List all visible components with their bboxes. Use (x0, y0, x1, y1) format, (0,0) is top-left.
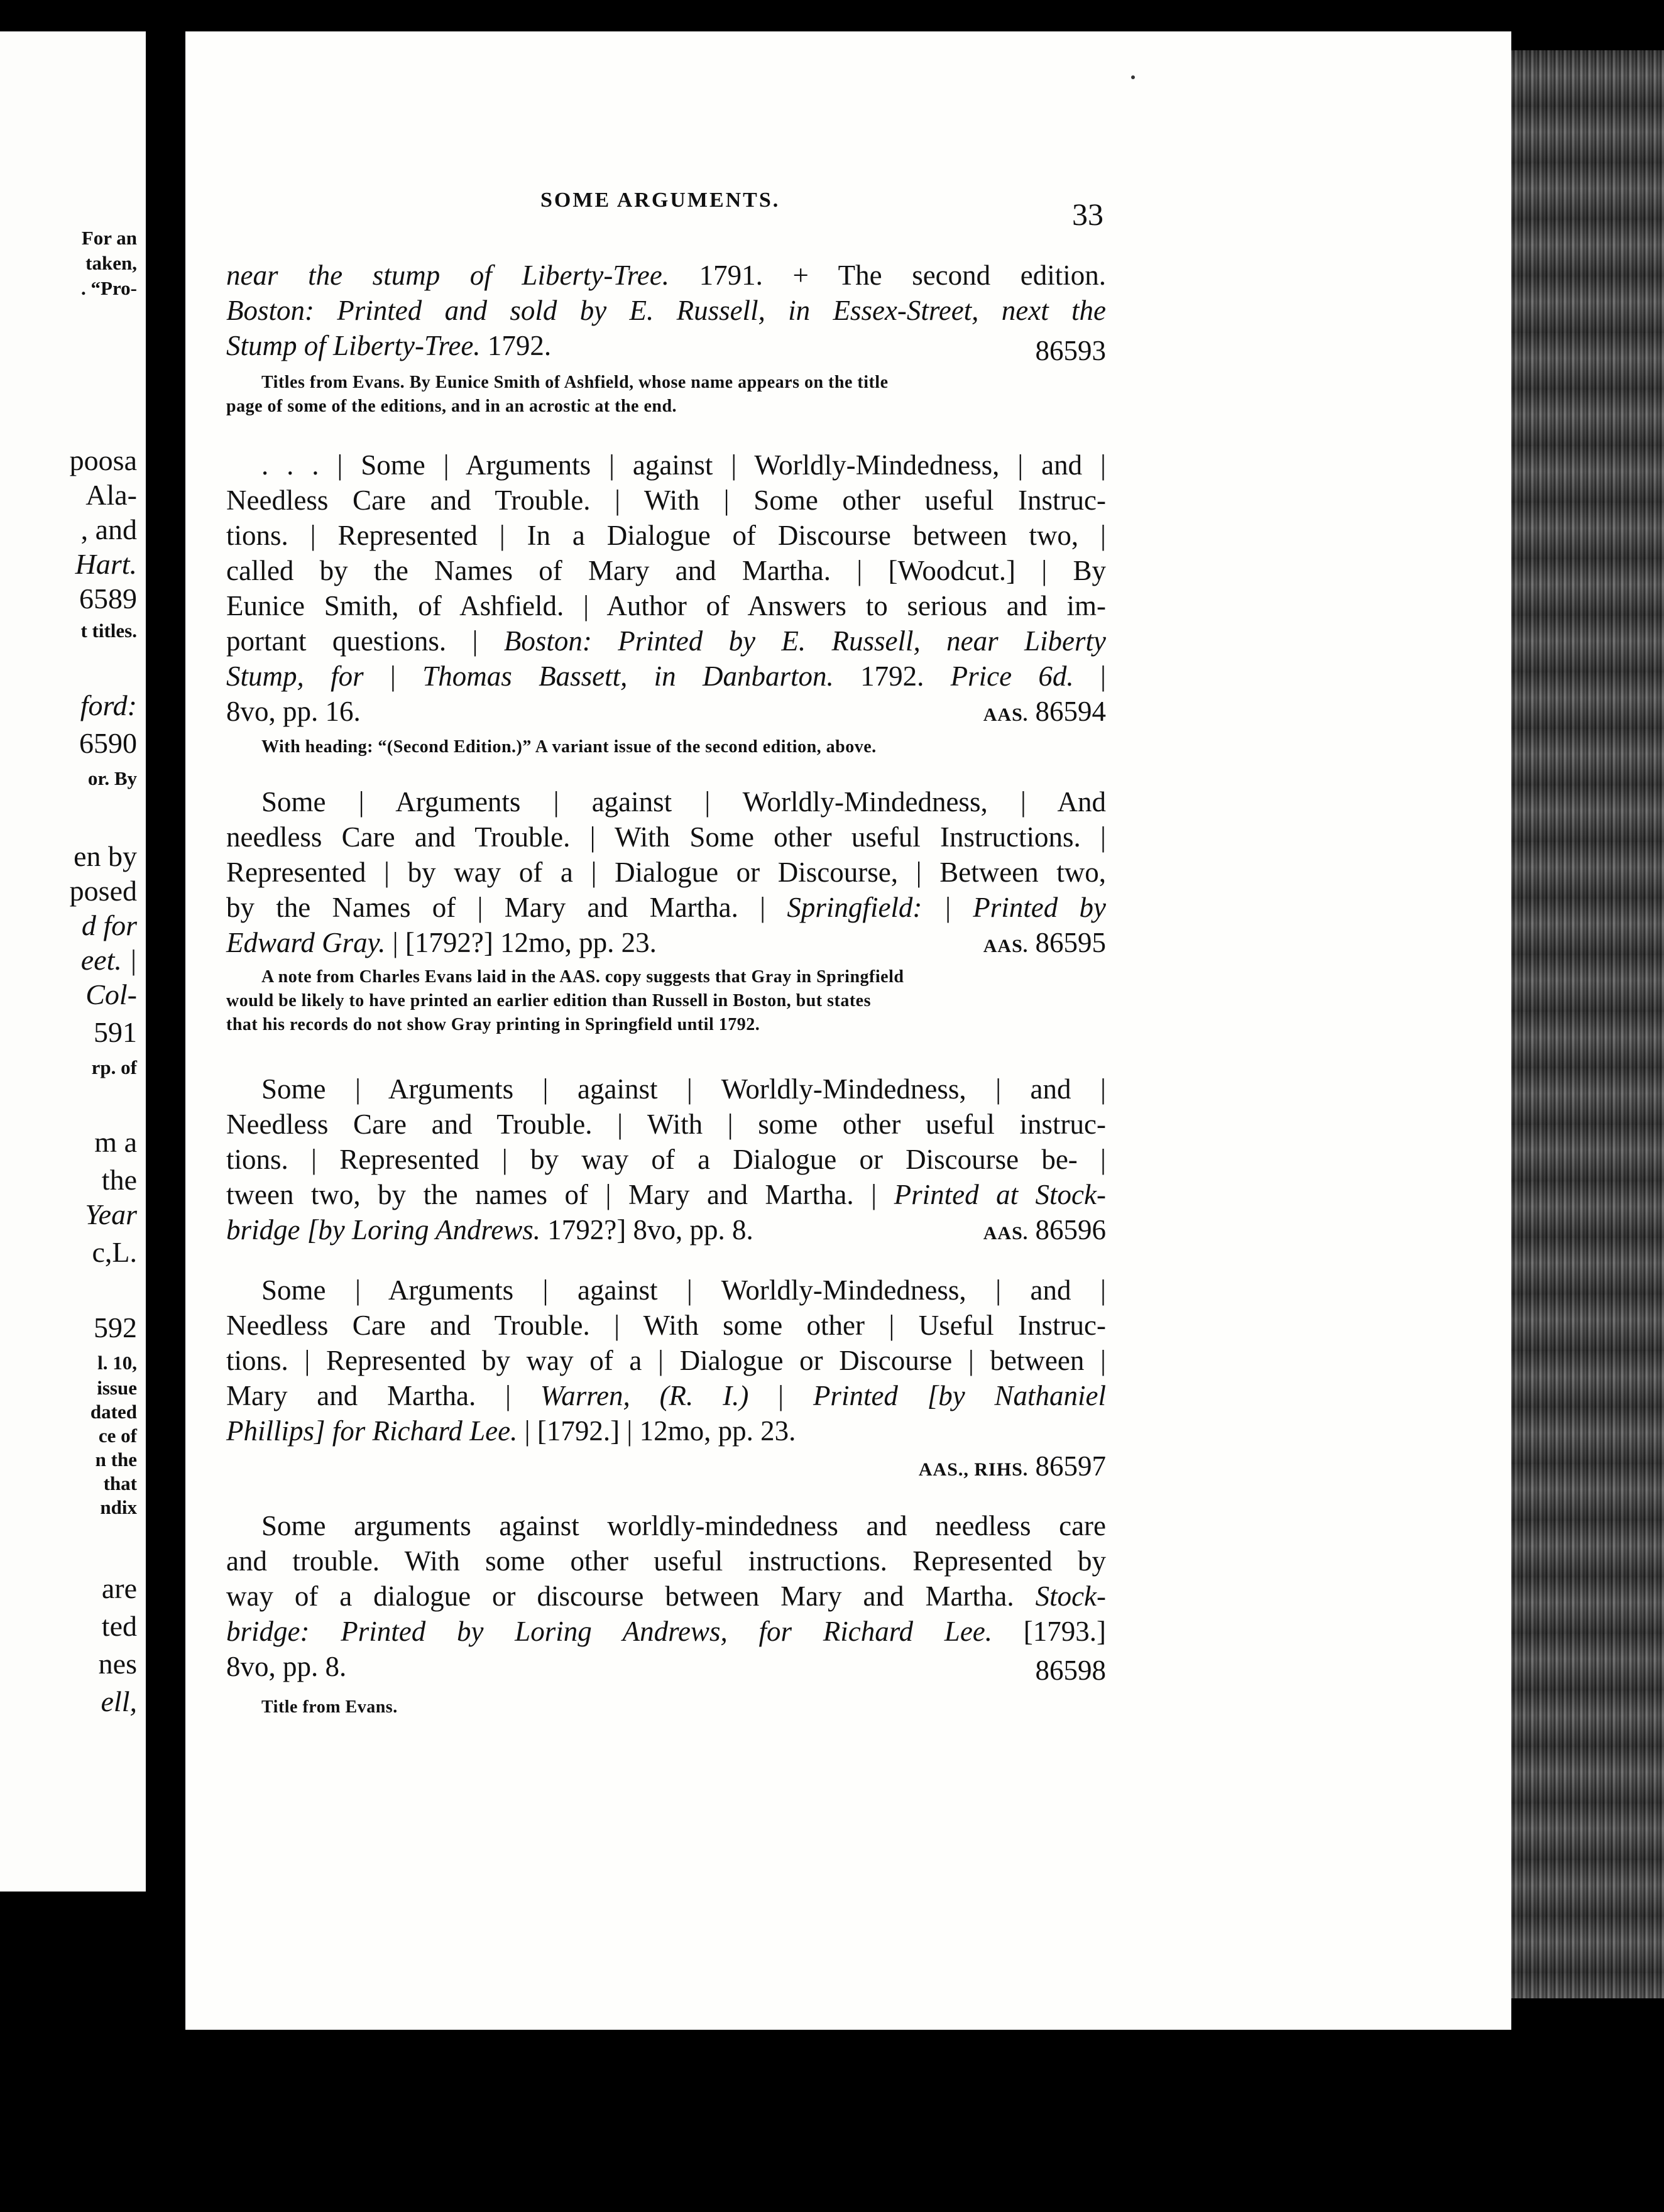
left-page-fragment: dated (90, 1401, 137, 1423)
entry-text-italic: Springfield: | Printed by (787, 892, 1107, 923)
entry-86595 (226, 784, 1106, 1037)
left-page-fragment: ndix (100, 1496, 137, 1518)
entry-text-italic: Edward Gray. (226, 927, 386, 958)
entry-line (226, 1649, 1106, 1684)
entry-number: 86596 (1035, 1214, 1106, 1246)
entry-line (226, 1378, 1106, 1413)
entry-86594 (226, 447, 1106, 759)
entry-86597 (226, 1273, 1106, 1487)
entry-note: Title from Evans. (261, 1697, 398, 1717)
left-page-fragment: nes (98, 1648, 137, 1680)
entry-line (226, 925, 1106, 960)
entry-text: way of a dialogue or discourse between Mary and Martha. (226, 1580, 1036, 1612)
left-page-fragment: the (101, 1164, 137, 1196)
entry-86598 (226, 1508, 1106, 1719)
entry-line: Represented | by way of a | Dialogue or Discourse, | Between two, (226, 857, 1106, 888)
entry-line (226, 1579, 1106, 1614)
entry-text: 8vo, pp. 8. (226, 1651, 347, 1682)
entry-text: | (363, 660, 423, 692)
entry-line: . . . | Some | Arguments | against | Worldly-Mindedness, | and | (261, 449, 1106, 481)
entry-text-italic: Stump of Liberty-Tree. (226, 330, 481, 361)
entry-line: needless Care and Trouble. | With Some other useful Instructions. | (226, 821, 1106, 853)
entry-text: 1792. (480, 330, 552, 361)
entry-line: Some | Arguments | against | Worldly-Mindedness, | And (261, 786, 1106, 818)
entry-line: Some arguments against worldly-mindedness and needless care (261, 1510, 1106, 1541)
entry-note: page of some of the editions, and in an acrostic at the end. (226, 397, 677, 416)
entry-text: [1793.] (992, 1616, 1106, 1647)
entry-line: Needless Care and Trouble. | With | Some other useful Instruc- (226, 485, 1106, 516)
entry-holding (983, 694, 1106, 733)
entry-text: Mary and Martha. | (226, 1380, 540, 1411)
left-page-fragment: ell, (101, 1685, 137, 1717)
entry-86593 (226, 258, 1106, 419)
entry-text-italic: Phillips] for Richard Lee. (226, 1415, 518, 1447)
entry-text-italic: Stock- (1035, 1580, 1106, 1612)
entry-line (226, 1177, 1106, 1212)
entry-line: Some | Arguments | against | Worldly-Mindedness, | and | (261, 1274, 1106, 1306)
left-page-fragment: that (103, 1472, 137, 1494)
library-code: AAS. (983, 936, 1029, 956)
left-page-fragment: , and (80, 513, 137, 545)
entry-number: 86593 (1035, 335, 1106, 366)
left-page-fragment: n the (95, 1448, 137, 1470)
left-page-fragment: are (101, 1572, 137, 1604)
scan-speck (1131, 75, 1135, 79)
entry-note: Titles from Evans. By Eunice Smith of Ashfield, whose name appears on the title (261, 373, 889, 392)
entry-line: tions. | Represented | In a Dialogue of Discourse between two, | (226, 520, 1106, 551)
entry-text-italic: Printed at Stock- (894, 1179, 1106, 1210)
entry-text-italic: Warren, (R. I.) (540, 1380, 749, 1411)
entry-line: Needless Care and Trouble. | With | some other useful instruc- (226, 1109, 1106, 1140)
entry-text: | (748, 1380, 813, 1411)
left-page-fragment: 6590 (79, 727, 137, 759)
entry-line: Eunice Smith, of Ashfield. | Author of Answers to serious and im- (226, 590, 1106, 621)
left-page-fragment: Year (85, 1198, 137, 1230)
entry-line (226, 623, 1106, 659)
entry-holding (983, 1212, 1106, 1251)
scan-speck (157, 101, 166, 114)
entry-line (226, 890, 1106, 925)
left-page-fragment: en by (74, 840, 137, 872)
left-page-fragment: t titles. (80, 620, 137, 642)
left-page-fragment: . “Pro- (81, 277, 137, 299)
entry-line (226, 328, 1106, 366)
entry-line (226, 1212, 1106, 1247)
entry-line: Some | Arguments | against | Worldly-Mindedness, | and | (261, 1073, 1106, 1105)
entry-note: With heading: “(Second Edition.)” A variant issue of the second edition, above. (261, 737, 877, 757)
entry-line (226, 258, 1106, 293)
entry-line: Needless Care and Trouble. | With some other | Useful Instruc- (226, 1310, 1106, 1341)
entry-text: | [1792.] | 12mo, pp. 23. (517, 1415, 796, 1447)
entry-line: called by the Names of Mary and Martha. | [Woodcut.] | By (226, 555, 1106, 586)
left-page-fragment: Ala- (85, 479, 137, 511)
entry-text-italic: near the stump of Liberty-Tree. (226, 260, 669, 291)
left-page-fragment: Hart. (75, 548, 137, 580)
entry-text: 1792?] 8vo, pp. 8. (540, 1214, 753, 1246)
left-page-fragment: issue (97, 1377, 137, 1399)
left-page-fragment: taken, (85, 252, 137, 274)
entry-line (226, 659, 1106, 694)
entry-text: 1792. (833, 660, 951, 692)
left-page-fragment: or. By (87, 767, 137, 789)
entry-line (226, 1614, 1106, 1649)
entry-line (226, 694, 1106, 729)
page-number: 33 (1072, 197, 1103, 232)
entry-line: and trouble. With some other useful instructions. Represented by (226, 1545, 1106, 1577)
left-page-fragment: l. 10, (97, 1352, 137, 1374)
entry-86596 (226, 1071, 1106, 1247)
entry-text: 8vo, pp. 16. (226, 696, 361, 727)
entry-note: that his records do not show Gray printing in Springfield until 1792. (226, 1015, 760, 1034)
left-page-fragment: 592 (94, 1311, 137, 1344)
entry-line (226, 1413, 1106, 1448)
left-page-fragment: poosa (69, 444, 137, 476)
entry-text: tween two, by the names of | Mary and Martha. | (226, 1179, 894, 1210)
entry-line: tions. | Represented by way of a | Dialogue or Discourse | between | (226, 1345, 1106, 1376)
left-page-fragment: rp. of (91, 1056, 137, 1078)
left-page-fragment: posed (69, 875, 137, 907)
entry-number: 86595 (1035, 927, 1106, 958)
left-page-fragment: c,L. (92, 1236, 137, 1268)
left-page-fragment: ford: (80, 689, 137, 721)
entry-number: 86597 (1035, 1450, 1106, 1482)
entry-text-italic: bridge: Printed by Loring Andrews, for Richard Lee. (226, 1616, 993, 1647)
left-facing-page (0, 31, 146, 1892)
left-page-fragment: 591 (94, 1016, 137, 1048)
left-page-fragment: m a (94, 1126, 137, 1158)
library-code: AAS. (983, 1223, 1029, 1244)
left-page-fragment: ted (101, 1610, 137, 1642)
left-page-fragment: eet. | (80, 944, 137, 976)
entry-text-italic: Boston: Printed by E. Russell, near Liberty (503, 625, 1106, 657)
entry-text-italic: Price 6d. (950, 660, 1074, 692)
entry-text-italic: Stump, for (226, 660, 364, 692)
book-edge-shade (1502, 50, 1664, 1998)
entry-number: 86598 (1035, 1655, 1106, 1686)
library-code: AAS. (983, 704, 1029, 725)
entry-number: 86594 (1035, 696, 1106, 727)
entry-line: tions. | Represented | by way of a Dialogue or Discourse be- | (226, 1144, 1106, 1175)
entry-text: 1791. + The second edition. (669, 260, 1106, 291)
library-code: AAS., RIHS. (918, 1459, 1029, 1480)
entry-text-italic: bridge [by Loring Andrews. (226, 1214, 541, 1246)
entry-holding (983, 925, 1106, 964)
entry-text-italic: Printed [by Nathaniel (813, 1380, 1106, 1411)
entry-text: | (1073, 660, 1107, 692)
book-edge (1502, 50, 1664, 1998)
left-page-fragment: 6589 (79, 583, 137, 615)
left-page-fragment: ce of (98, 1425, 137, 1447)
entry-line: Boston: Printed and sold by E. Russell, in Essex-Street, next the (226, 295, 1106, 326)
entry-holding (226, 1448, 1106, 1487)
running-head: SOME ARGUMENTS. (540, 189, 780, 212)
entry-text-italic: Thomas Bassett, in Danbarton. (422, 660, 834, 692)
entry-note: A note from Charles Evans laid in the AAS. copy suggests that Gray in Springfield (261, 967, 904, 987)
left-page-fragment: For an (81, 227, 137, 249)
entry-text: | [1792?] 12mo, pp. 23. (385, 927, 657, 958)
entry-text: portant questions. | (226, 625, 504, 657)
left-page-fragment: Col- (85, 978, 137, 1010)
entry-note: would be likely to have printed an earlier edition than Russell in Boston, but states (226, 991, 871, 1010)
left-page-fragment: d for (81, 909, 137, 941)
entry-text: by the Names of | Mary and Martha. | (226, 892, 787, 923)
